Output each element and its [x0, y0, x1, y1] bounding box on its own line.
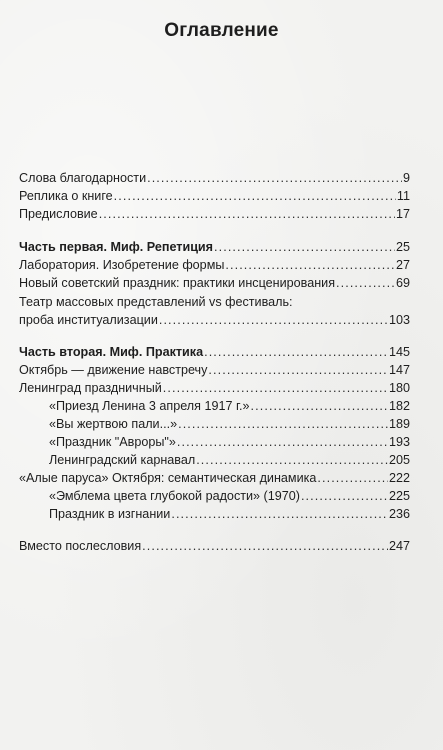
toc-entry-label: Ленинградский карнавал [49, 453, 196, 467]
dot-leader [301, 487, 388, 505]
toc-entry-label: Ленинград праздничный [19, 381, 162, 395]
dot-leader [159, 311, 388, 329]
dot-leader [336, 274, 395, 292]
toc-entry-leningrad-carnival [49, 451, 410, 469]
toc-page-number: 222 [388, 471, 410, 485]
toc-entry-label: Вместо послесловия [19, 539, 142, 553]
toc-page-number: 27 [395, 258, 410, 272]
toc-page-number: 236 [388, 507, 410, 521]
toc-entry-acknowledgements [19, 169, 410, 187]
dot-leader [114, 187, 396, 205]
dot-leader [163, 379, 388, 397]
toc-entry-label: Новый советский праздник: практики инсценирования [19, 276, 336, 290]
toc-entry-label: «Вы жертвою пали...» [49, 417, 178, 431]
toc-page-number: 225 [388, 489, 410, 503]
dot-leader [177, 433, 388, 451]
toc-page-number: 247 [388, 539, 410, 553]
toc-entry-label: Лаборатория. Изобретение формы [19, 258, 225, 272]
toc-part-one [19, 238, 410, 256]
dot-leader [178, 415, 388, 433]
toc-entry-mass-theatre [19, 311, 410, 329]
toc-page-number: 147 [388, 363, 410, 377]
toc-page-number: 205 [388, 453, 410, 467]
toc-part-two [19, 343, 410, 361]
toc-entry-label-line1: Театр массовых представлений vs фестиваль: [19, 295, 293, 309]
toc-page-number: 103 [388, 313, 410, 327]
toc-page-number: 182 [388, 399, 410, 413]
toc-page-number: 11 [396, 189, 410, 203]
dot-leader [196, 451, 388, 469]
toc-entry-holiday-in-exile [49, 505, 410, 523]
toc-entry-label: Реплика о книге [19, 189, 113, 203]
toc-page-number: 69 [395, 276, 410, 290]
toc-entry-label: Предисловие [19, 207, 98, 221]
toc-page-number: 9 [402, 171, 410, 185]
toc-entry-label: «Алые паруса» Октября: семантическая динамика [19, 471, 317, 485]
dot-leader [214, 238, 395, 256]
toc-entry-lenin-arrival [49, 397, 410, 415]
toc-entry-you-fell-victim [49, 415, 410, 433]
toc-entry-label: Часть первая. Миф. Репетиция [19, 240, 214, 254]
toc-entry-aurora-holiday [49, 433, 410, 451]
toc-page-number: 180 [388, 381, 410, 395]
toc-entry-scarlet-sails [19, 469, 410, 487]
toc-entry-emblem-of-joy [49, 487, 410, 505]
page-title: Оглавление [164, 20, 279, 41]
toc-entry-label: Часть вторая. Миф. Практика [19, 345, 204, 359]
dot-leader [99, 205, 395, 223]
toc-entry-preface [19, 205, 410, 223]
toc-entry-afterword [19, 537, 410, 555]
toc-entry-laboratory [19, 256, 410, 274]
toc-entry-label: Слова благодарности [19, 171, 147, 185]
toc-entry-label: «Праздник "Авроры"» [49, 435, 176, 449]
dot-leader [142, 537, 388, 555]
dot-leader [317, 469, 388, 487]
toc-page-number: 145 [388, 345, 410, 359]
toc-entry-label: «Эмблема цвета глубокой радости» (1970) [49, 489, 300, 503]
dot-leader [171, 505, 388, 523]
toc-entry-new-soviet-holiday [19, 274, 410, 292]
toc-entry-october [19, 361, 410, 379]
toc-entry-label: Праздник в изгнании [49, 507, 171, 521]
toc-entry-label: Октябрь — движение навстречу [19, 363, 208, 377]
toc-page-number: 189 [388, 417, 410, 431]
toc-entry-label: «Приезд Ленина 3 апреля 1917 г.» [49, 399, 250, 413]
dot-leader [208, 361, 388, 379]
toc-entry-festive-leningrad [19, 379, 410, 397]
dot-leader [147, 169, 402, 187]
toc-entry-label: проба институализации [19, 313, 158, 327]
toc-entry-book-remark [19, 187, 410, 205]
toc-page-number: 25 [395, 240, 410, 254]
toc-page-number: 17 [395, 207, 410, 221]
toc-page-number: 193 [388, 435, 410, 449]
dot-leader [251, 397, 388, 415]
dot-leader [225, 256, 395, 274]
dot-leader [204, 343, 388, 361]
